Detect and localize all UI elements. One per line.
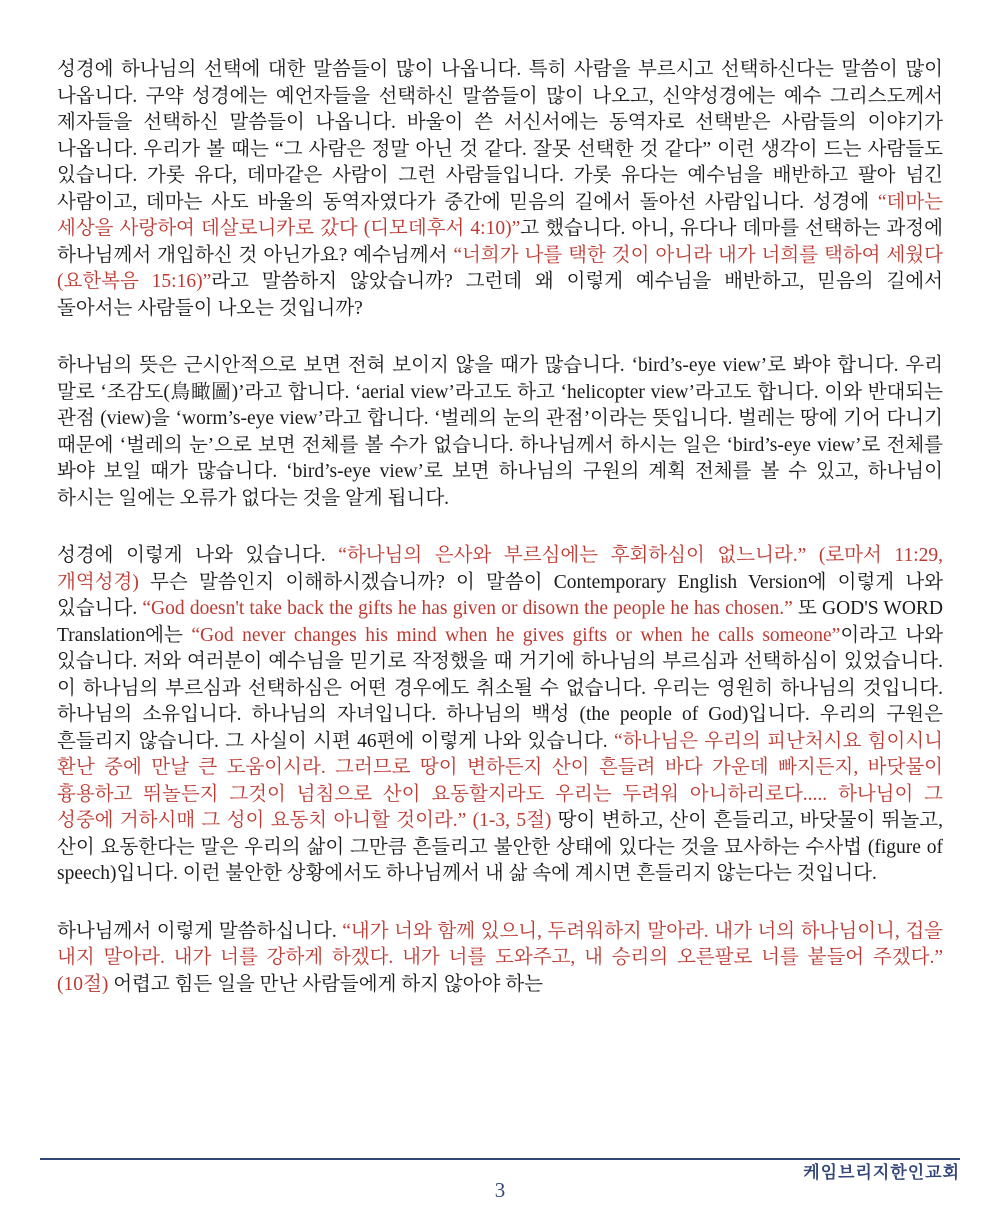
body-text: 이라고 나와 있습니다. 저와 여러분이 예수님을 믿기로 작정했을 때 거기에 하나님의 부르심과 선택하심이 있었습니다. 이 하나님의 부르심과 선택하심은 어떤 경우에도 취소될 수 없습니다. 우리는 영원히 하나님의 것입니다. 하나님의 소유입니다. 하나님의 자녀입니다. 하나님의 백성 (the people of God)입니다. 우리의 구원은 흔들리지 않습니다. 그 사실이 시편 46편에 이렇게 나와 있습니다. [57,624,944,752]
body-text: 또 GOD'S WORD Translation에는 [57,598,943,646]
scripture-quote-text: “너희가 나를 택한 것이 아니라 내가 너희를 택하여 세웠다 (요한복음 15:16)” [57,244,943,292]
document-body [57,57,943,998]
body-text: 성경에 하나님의 선택에 대한 말씀들이 많이 나옵니다. 특히 사람을 부르시고 선택하신다는 말씀이 많이 나옵니다. 구약 성경에는 예언자들을 선택하신 말씀들이 많이 나오고, 신약성경에는 예수 그리스도께서 제자들을 선택하신 말씀들이 나옵니다. 바울이 쓴 서신서에는 동역자로 선택받은 사람들의 이야기가 나옵니다. 우리가 볼 때는 “그 사람은 정말 아닌 것 같다. 잘못 선택한 것 같다” 이런 생각이 드는 사람들도 있습니다. 가롯 유다, 데마같은 사람이 그런 사람들입니다. 가롯 유다는 예수님을 배반하고 팔아 넘긴 사람이고, 데마는 사도 바울의 동역자였다가 중간에 믿음의 길에서 돌아선 사람입니다. 성경에 [57,59,943,213]
body-text: 라고 말씀하지 않았습니까? 그런데 왜 이렇게 예수님을 배반하고, 믿음의 길에서 돌아서는 사람들이 나오는 것입니까? [57,271,943,319]
paragraph [57,353,943,512]
body-text: 땅이 변하고, 산이 흔들리고, 바닷물이 뛰놀고, 산이 요동한다는 말은 우리의 삶이 그만큼 흔들리고 불안한 상태에 있다는 것을 묘사하는 수사법 (figure of speech)입니다. 이런 불안한 상황에서도 하나님께서 내 삶 속에 계시면 흔들리지 않는다는 것입니다. [57,810,943,884]
footer-divider [40,1158,960,1160]
body-text: 하나님께서 이렇게 말씀하십니다. [57,920,343,942]
scripture-quote-text: “하나님의 은사와 부르심에는 후회하심이 없느니라.” (로마서 11:29, 개역성경) [57,545,943,593]
scripture-quote-text: “God doesn't take back the gifts he has given or disown the people he has chosen.” [142,598,793,619]
paragraph [57,919,943,999]
body-text: 무슨 말씀인지 이해하시겠습니까? 이 말씀이 Contemporary English Version에 이렇게 나와 있습니다. [57,571,943,619]
scripture-quote-text: “God never changes his mind when he gives gifts or when he calls someone” [191,624,841,646]
page-number: 3 [494,1178,506,1202]
body-text: 고 했습니다. 아니, 유다나 데마를 선택하는 과정에 하나님께서 개입하신 것 아닌가요? 예수님께서 [57,218,943,266]
paragraph [57,543,943,888]
body-text: 어렵고 힘든 일을 만난 사람들에게 하지 않아야 하는 [108,973,543,995]
church-name: 케임브리지한인교회 [803,1163,960,1182]
scripture-quote-text: “내가 너와 함께 있으니, 두려워하지 말아라. 내가 너의 하나님이니, 겁을 내지 말아라. 내가 너를 강하게 하겠다. 내가 너를 도와주고, 내 승리의 오른팔로 너를 붙들어 주겠다.” (10절) [57,920,943,995]
body-text: 성경에 이렇게 나와 있습니다. [57,545,339,566]
scripture-quote-text: “데마는 세상을 사랑하여 데살로니카로 갔다 (디모데후서 4:10)” [57,191,943,239]
paragraph [57,57,943,322]
scripture-quote-text: “하나님은 우리의 피난처시요 힘이시니 환난 중에 만날 큰 도움이시라. 그러므로 땅이 변하든지 산이 흔들려 바다 가운데 빠지든지, 바닷물이 흉용하고 뛰놀든지 그것이 넘침으로 산이 요동할지라도 우리는 두려워 아니하리로다..... 하나님이 그 성중에 거하시매 그 성이 요동치 아니할 것이라.” (1-3, 5절) [57,730,943,831]
page-footer [40,1158,960,1202]
body-text: 하나님의 뜻은 근시안적으로 보면 전혀 보이지 않을 때가 많습니다. ‘bird’s-eye view’로 봐야 합니다. 우리 말로 ‘조감도(鳥瞰圖)’라고 합니다. ‘aerial view’라고도 하고 ‘helicopter view’라고도 합니다. 이와 반대되는 관점 (view)을 ‘worm’s-eye view’라고 합니다. ‘벌레의 눈의 관점’이라는 뜻입니다. 벌레는 땅에 기어 다니기 때문에 ‘벌레의 눈’으로 보면 전체를 볼 수가 없습니다. 하나님께서 하시는 일은 ‘bird’s-eye view’로 전체를 봐야 보일 때가 많습니다. ‘bird’s-eye view’로 보면 하나님의 구원의 계획 전체를 볼 수 있고, 하나님이 하시는 일에는 오류가 없다는 것을 알게 됩니다. [57,355,943,509]
